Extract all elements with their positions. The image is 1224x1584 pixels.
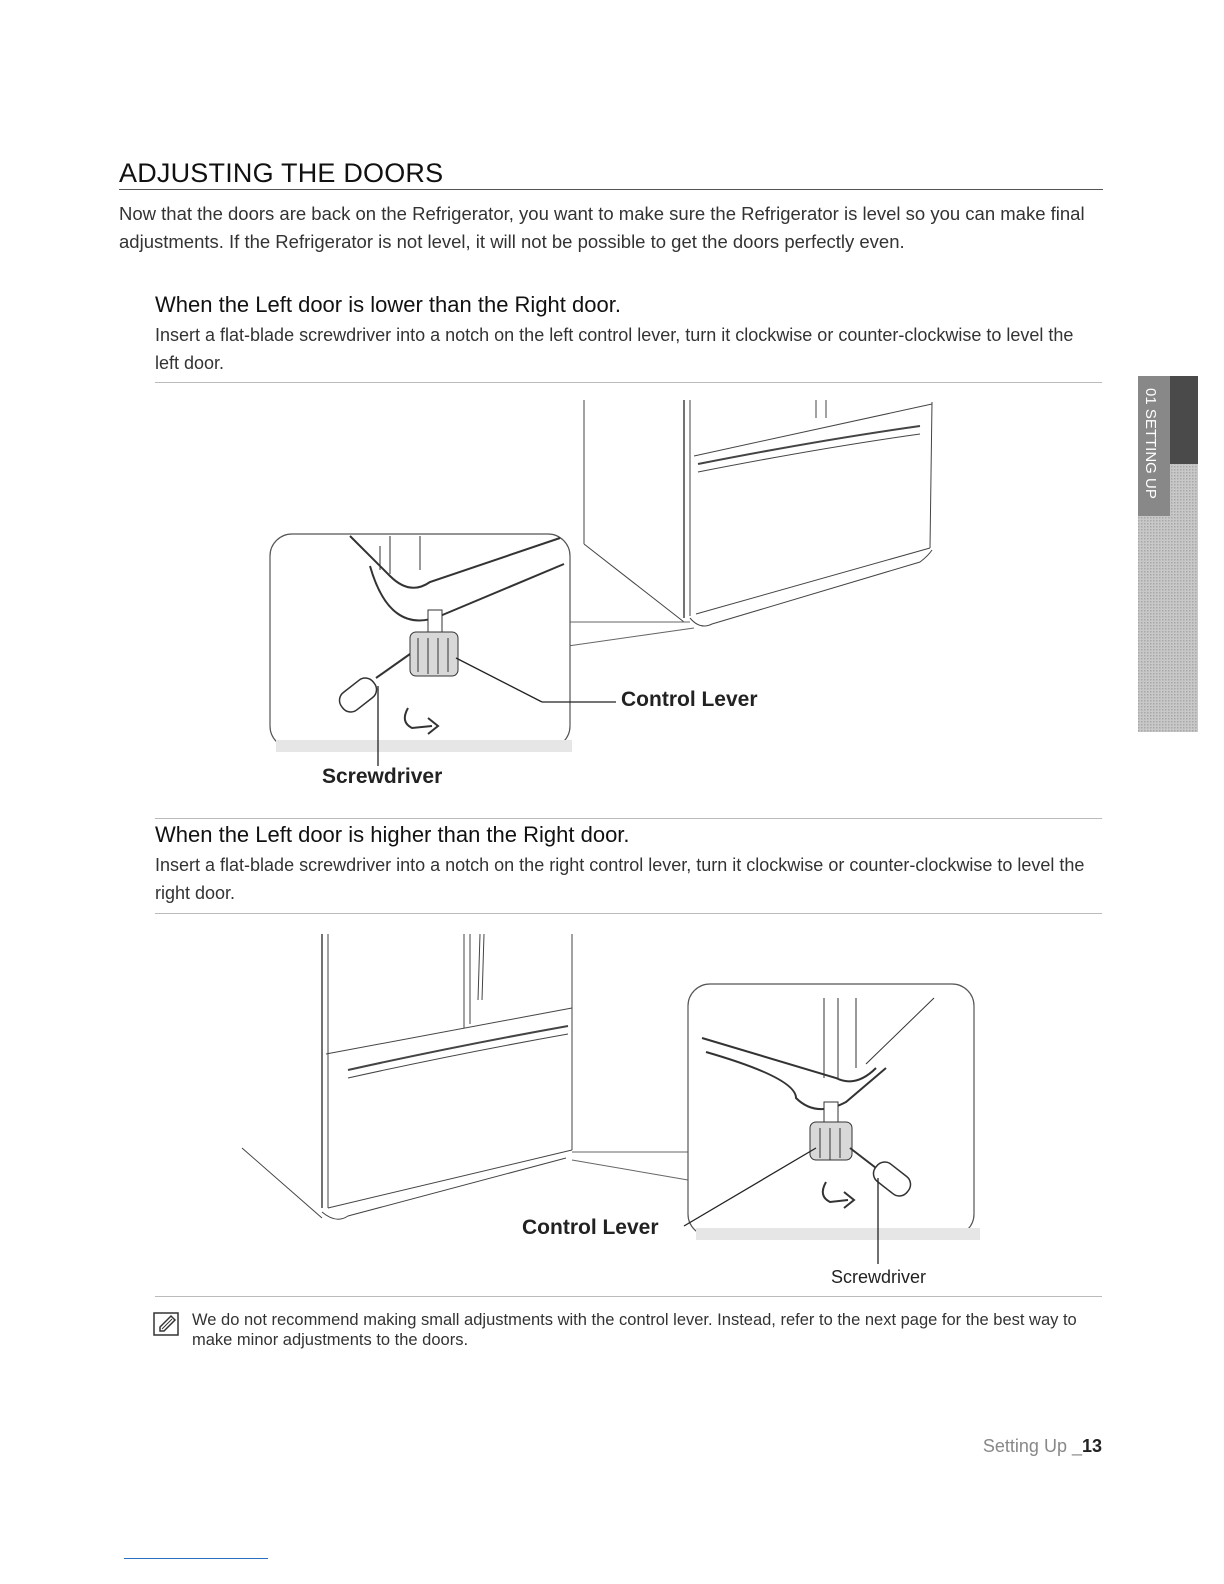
page-number: 13 [1081, 1436, 1102, 1456]
footer-label: Setting Up _ [982, 1436, 1082, 1456]
section1-text: Insert a flat-blade screwdriver into a notch on the left control lever, turn it clockwise or counter-clockwise to level the left door. [155, 325, 1074, 373]
note-divider [155, 1296, 1102, 1297]
title-divider [119, 189, 1103, 190]
section2-label-screwdriver: Screwdriver [831, 1267, 927, 1287]
section2-label-control-lever: Control Lever [522, 1216, 659, 1239]
illustration-left-door [260, 396, 960, 796]
section2-text: Insert a flat-blade screwdriver into a notch on the right control lever, turn it clockwise or counter-clockwise to level the right door. [155, 855, 1085, 903]
section1-divider [155, 382, 1102, 383]
page-title: ADJUSTING THE DOORS [119, 158, 444, 188]
section1-heading: When the Left door is lower than the Right door. [155, 292, 621, 317]
side-tab-label: 01 SETTING UP [1142, 388, 1159, 499]
note-text: We do not recommend making small adjustments with the control lever. Instead, refer to the next page for the best way to make minor adjustments to the doors. [192, 1311, 1077, 1349]
section1-label-control-lever: Control Lever [621, 688, 758, 711]
chapter-side-tab [1138, 376, 1198, 732]
note-icon [152, 1311, 182, 1337]
bottom-edge-mark [124, 1558, 268, 1559]
section2-heading: When the Left door is higher than the Right door. [155, 822, 630, 847]
intro-paragraph: Now that the doors are back on the Refrigerator, you want to make sure the Refrigerator is level so you can make final adjustments. If the Refrigerator is not level, it will not be possible to get the doors perfectly even. [119, 203, 1085, 252]
section2-divider [155, 913, 1102, 914]
section1-bottom-divider [155, 818, 1102, 819]
section1-label-screwdriver: Screwdriver [322, 765, 443, 788]
page-footer [950, 1436, 1102, 1457]
